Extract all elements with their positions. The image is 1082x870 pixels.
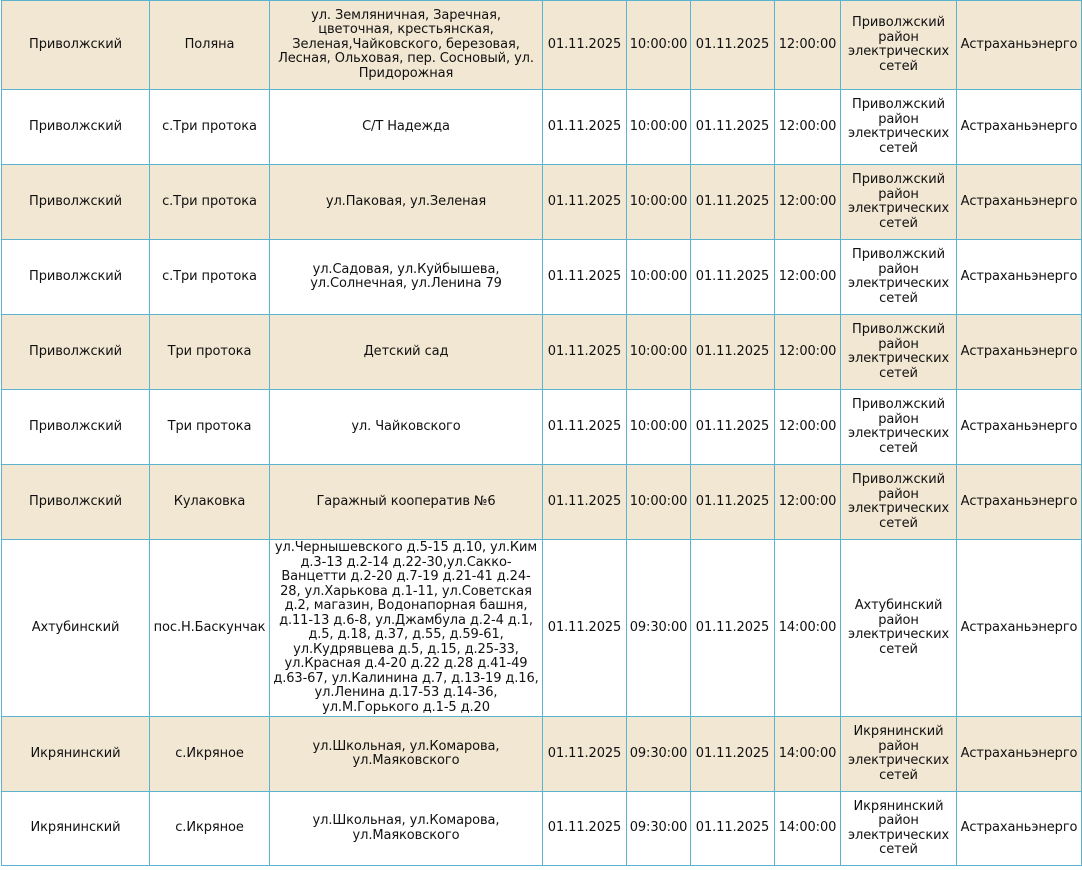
- district-cell: Приволжский: [2, 1, 150, 90]
- end-date-cell: 01.11.2025: [691, 792, 775, 866]
- end-time-cell: 12:00:00: [775, 165, 841, 240]
- district-cell: Приволжский: [2, 465, 150, 540]
- end-time-cell: 12:00:00: [775, 465, 841, 540]
- end-time-cell: 12:00:00: [775, 90, 841, 165]
- addresses-cell: ул.Школьная, ул.Комарова, ул.Маяковского: [270, 717, 543, 792]
- locality-cell: Поляна: [150, 1, 270, 90]
- table-row: [2, 240, 1082, 315]
- company-cell: Астраханьэнерго: [957, 240, 1082, 315]
- company-cell: Астраханьэнерго: [957, 1, 1082, 90]
- district-cell: Приволжский: [2, 165, 150, 240]
- end-date-cell: 01.11.2025: [691, 390, 775, 465]
- start-time-cell: 10:00:00: [627, 1, 691, 90]
- department-cell: Ахтубинский район электрических сетей: [841, 540, 957, 717]
- start-date-cell: 01.11.2025: [543, 465, 627, 540]
- outage-schedule-table: [1, 0, 1082, 866]
- table-row: [2, 717, 1082, 792]
- table-row: [2, 465, 1082, 540]
- company-cell: Астраханьэнерго: [957, 315, 1082, 390]
- company-cell: Астраханьэнерго: [957, 390, 1082, 465]
- district-cell: Икрянинский: [2, 792, 150, 866]
- table-row: [2, 1, 1082, 90]
- start-date-cell: 01.11.2025: [543, 540, 627, 717]
- start-time-cell: 09:30:00: [627, 540, 691, 717]
- start-time-cell: 10:00:00: [627, 240, 691, 315]
- addresses-cell: Детский сад: [270, 315, 543, 390]
- addresses-cell: ул.Школьная, ул.Комарова, ул.Маяковского: [270, 792, 543, 866]
- end-date-cell: 01.11.2025: [691, 465, 775, 540]
- company-cell: Астраханьэнерго: [957, 90, 1082, 165]
- start-time-cell: 09:30:00: [627, 792, 691, 866]
- department-cell: Приволжский район электрических сетей: [841, 165, 957, 240]
- locality-cell: с.Три протока: [150, 165, 270, 240]
- company-cell: Астраханьэнерго: [957, 540, 1082, 717]
- start-time-cell: 10:00:00: [627, 465, 691, 540]
- start-date-cell: 01.11.2025: [543, 240, 627, 315]
- district-cell: Приволжский: [2, 390, 150, 465]
- start-time-cell: 10:00:00: [627, 165, 691, 240]
- end-time-cell: 12:00:00: [775, 315, 841, 390]
- start-date-cell: 01.11.2025: [543, 717, 627, 792]
- end-time-cell: 12:00:00: [775, 240, 841, 315]
- end-time-cell: 12:00:00: [775, 1, 841, 90]
- addresses-cell: ул. Земляничная, Заречная, цветочная, крестьянская, Зеленая,Чайковского, березовая, Лесная, Ольховая, пер. Сосновый, ул. Придорожная: [270, 1, 543, 90]
- table-row: [2, 792, 1082, 866]
- end-date-cell: 01.11.2025: [691, 165, 775, 240]
- department-cell: Приволжский район электрических сетей: [841, 315, 957, 390]
- district-cell: Приволжский: [2, 315, 150, 390]
- locality-cell: Три протока: [150, 390, 270, 465]
- end-time-cell: 12:00:00: [775, 390, 841, 465]
- district-cell: Приволжский: [2, 240, 150, 315]
- addresses-cell: Гаражный кооператив №6: [270, 465, 543, 540]
- locality-cell: с.Икряное: [150, 792, 270, 866]
- start-date-cell: 01.11.2025: [543, 165, 627, 240]
- locality-cell: с.Три протока: [150, 240, 270, 315]
- company-cell: Астраханьэнерго: [957, 465, 1082, 540]
- company-cell: Астраханьэнерго: [957, 792, 1082, 866]
- start-time-cell: 10:00:00: [627, 315, 691, 390]
- table-row: [2, 165, 1082, 240]
- addresses-cell: ул. Чайковского: [270, 390, 543, 465]
- locality-cell: пос.Н.Баскунчак: [150, 540, 270, 717]
- end-date-cell: 01.11.2025: [691, 540, 775, 717]
- start-time-cell: 10:00:00: [627, 90, 691, 165]
- department-cell: Приволжский район электрических сетей: [841, 465, 957, 540]
- department-cell: Приволжский район электрических сетей: [841, 90, 957, 165]
- end-time-cell: 14:00:00: [775, 717, 841, 792]
- table-row: [2, 315, 1082, 390]
- department-cell: Икрянинский район электрических сетей: [841, 717, 957, 792]
- end-time-cell: 14:00:00: [775, 792, 841, 866]
- start-date-cell: 01.11.2025: [543, 315, 627, 390]
- addresses-cell: С/Т Надежда: [270, 90, 543, 165]
- start-date-cell: 01.11.2025: [543, 390, 627, 465]
- district-cell: Ахтубинский: [2, 540, 150, 717]
- start-date-cell: 01.11.2025: [543, 1, 627, 90]
- district-cell: Приволжский: [2, 90, 150, 165]
- start-time-cell: 09:30:00: [627, 717, 691, 792]
- locality-cell: с.Икряное: [150, 717, 270, 792]
- start-date-cell: 01.11.2025: [543, 792, 627, 866]
- department-cell: Приволжский район электрических сетей: [841, 240, 957, 315]
- department-cell: Приволжский район электрических сетей: [841, 390, 957, 465]
- table-row: [2, 540, 1082, 717]
- department-cell: Приволжский район электрических сетей: [841, 1, 957, 90]
- start-time-cell: 10:00:00: [627, 390, 691, 465]
- end-date-cell: 01.11.2025: [691, 90, 775, 165]
- addresses-cell: ул.Садовая, ул.Куйбышева, ул.Солнечная, ул.Ленина 79: [270, 240, 543, 315]
- addresses-cell: ул.Чернышевского д.5-15 д.10, ул.Ким д.3-13 д.2-14 д.22-30,ул.Сакко-Ванцетти д.2-20 д.7-19 д.21-41 д.24-28, ул.Харькова д.1-11, ул.Советская д.2, магазин, Водонапорная башня, д.11-13 д.6-8, ул.Джамбула д.2-4 д.1, д.5, д.18, д.37, д.55, д.59-61, ул.Кудрявцева д.5, д.15, д.25-33, ул.Красная д.4-20 д.22 д.28 д.41-49 д.63-67, ул.Калинина д.7, д.13-19 д.16, ул.Ленина д.17-53 д.14-36, ул.М.Горького д.1-5 д.20: [270, 540, 543, 717]
- end-date-cell: 01.11.2025: [691, 315, 775, 390]
- end-date-cell: 01.11.2025: [691, 240, 775, 315]
- company-cell: Астраханьэнерго: [957, 717, 1082, 792]
- department-cell: Икрянинский район электрических сетей: [841, 792, 957, 866]
- locality-cell: Кулаковка: [150, 465, 270, 540]
- district-cell: Икрянинский: [2, 717, 150, 792]
- end-time-cell: 14:00:00: [775, 540, 841, 717]
- addresses-cell: ул.Паковая, ул.Зеленая: [270, 165, 543, 240]
- table-row: [2, 390, 1082, 465]
- table-row: [2, 90, 1082, 165]
- start-date-cell: 01.11.2025: [543, 90, 627, 165]
- locality-cell: с.Три протока: [150, 90, 270, 165]
- end-date-cell: 01.11.2025: [691, 717, 775, 792]
- locality-cell: Три протока: [150, 315, 270, 390]
- company-cell: Астраханьэнерго: [957, 165, 1082, 240]
- end-date-cell: 01.11.2025: [691, 1, 775, 90]
